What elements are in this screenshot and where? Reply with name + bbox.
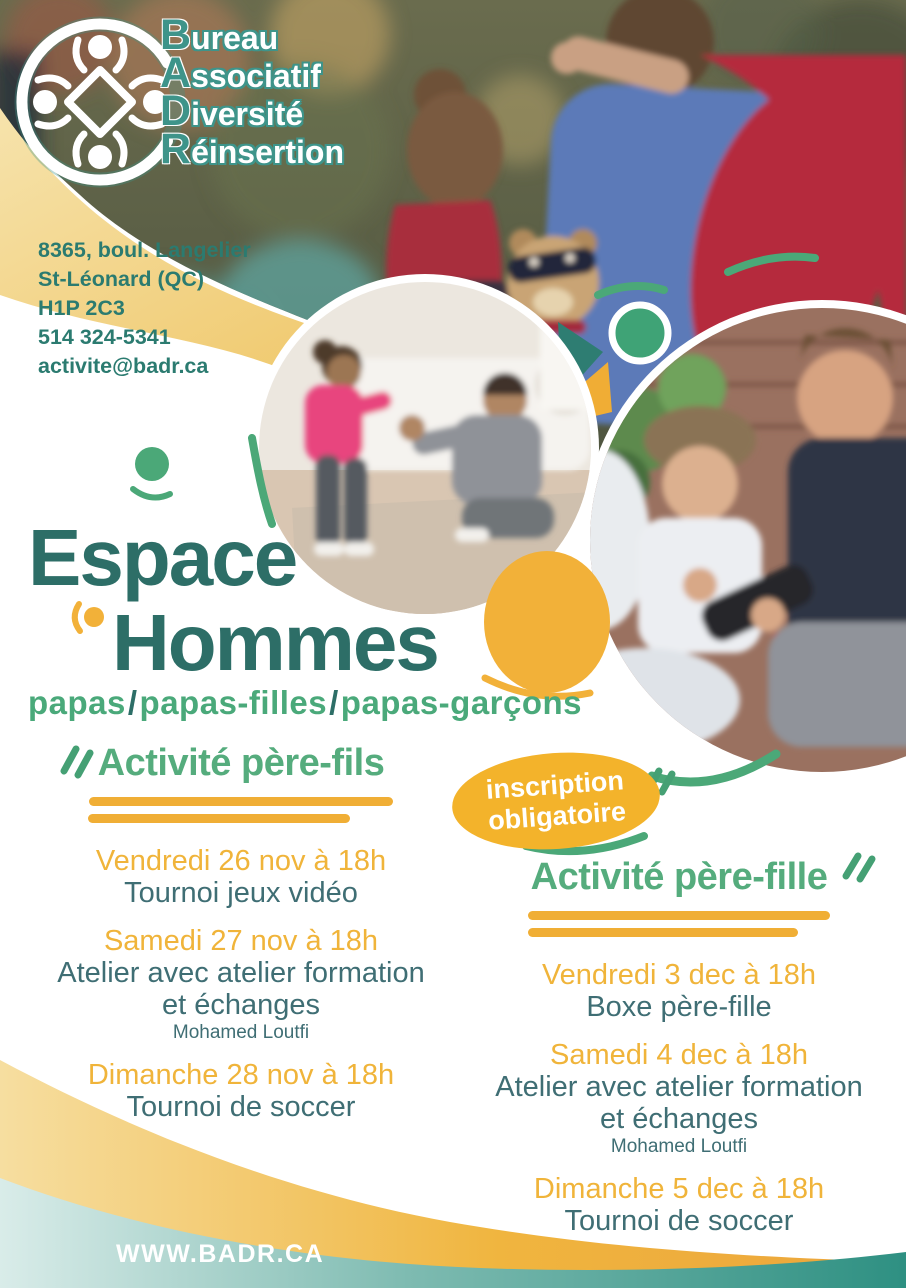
event-item xyxy=(466,1039,892,1157)
section-pere-fils xyxy=(40,742,442,1139)
green-dot-accent xyxy=(612,305,668,361)
logo-initial: A xyxy=(160,49,192,97)
contact-block xyxy=(38,236,251,381)
event-date: Samedi 4 dec à 18h xyxy=(550,1039,808,1071)
heading-underline xyxy=(89,797,393,806)
event-title: Atelier avec atelier formation et échanges xyxy=(495,1071,863,1135)
subtitle-slash: / xyxy=(127,684,138,721)
event-item xyxy=(466,1173,892,1237)
heading-underline xyxy=(528,928,798,937)
logo-word: éinsertion xyxy=(191,134,344,170)
section-pere-fille xyxy=(466,856,892,1253)
event-item xyxy=(40,845,442,909)
event-date: Vendredi 3 dec à 18h xyxy=(541,959,817,991)
yellow-circle-accent xyxy=(484,551,610,693)
address-line-1: 8365, boul. Langelier xyxy=(38,238,251,262)
postal-code: H1P 2C3 xyxy=(38,296,125,320)
logo-word: iversité xyxy=(191,96,304,132)
event-date: Dimanche 5 dec à 18h xyxy=(533,1173,825,1205)
event-speaker: Mohamed Loutfi xyxy=(610,1136,748,1157)
page-title-line2: Hommes xyxy=(112,598,438,687)
logo-wordmark xyxy=(160,11,344,173)
badge-line1: inscription xyxy=(484,765,625,805)
subtitle-part: papas-filles xyxy=(139,684,328,721)
logo-initial: R xyxy=(160,125,192,173)
event-title: Boxe père-fille xyxy=(586,991,772,1023)
heading-underline xyxy=(88,814,350,823)
event-item xyxy=(40,1059,442,1123)
event-title: Tournoi de soccer xyxy=(564,1205,794,1237)
subtitle-part: papas xyxy=(28,684,126,721)
heading-underline xyxy=(528,911,830,920)
event-item xyxy=(466,959,892,1023)
event-list xyxy=(466,959,892,1237)
logo-word: ssociatif xyxy=(191,58,321,94)
email-address: activite@badr.ca xyxy=(38,354,209,378)
subtitle-part: papas-garçons xyxy=(340,684,583,721)
page-title-line1: Espace xyxy=(28,513,297,602)
event-title: Atelier avec atelier formation et échanges xyxy=(57,957,425,1021)
event-date: Dimanche 28 nov à 18h xyxy=(87,1059,395,1091)
section-heading: Activité père-fils xyxy=(97,742,385,784)
event-date: Samedi 27 nov à 18h xyxy=(103,925,379,957)
page-subtitle xyxy=(28,684,582,722)
event-date: Vendredi 26 nov à 18h xyxy=(95,845,387,877)
event-speaker: Mohamed Loutfi xyxy=(172,1022,310,1043)
badge-line2: obligatoire xyxy=(487,796,627,836)
event-title: Tournoi jeux vidéo xyxy=(124,877,358,909)
green-dot-small xyxy=(135,447,169,481)
phone-number: 514 324-5341 xyxy=(38,325,171,349)
logo-line-reinsertion xyxy=(160,125,344,173)
section-heading: Activité père-fille xyxy=(530,856,828,898)
event-title: Tournoi de soccer xyxy=(126,1091,356,1123)
subtitle-slash: / xyxy=(329,684,339,721)
yellow-dot-small xyxy=(84,607,104,627)
address-line-2: St-Léonard (QC) xyxy=(38,267,205,291)
event-item xyxy=(40,925,442,1043)
logo-word: ureau xyxy=(191,20,279,56)
website-url: WWW.BADR.CA xyxy=(116,1240,325,1268)
event-list xyxy=(40,845,442,1123)
logo-initial: B xyxy=(160,11,192,59)
yellow-comma-accent xyxy=(75,604,80,631)
logo-initial: D xyxy=(160,87,192,135)
